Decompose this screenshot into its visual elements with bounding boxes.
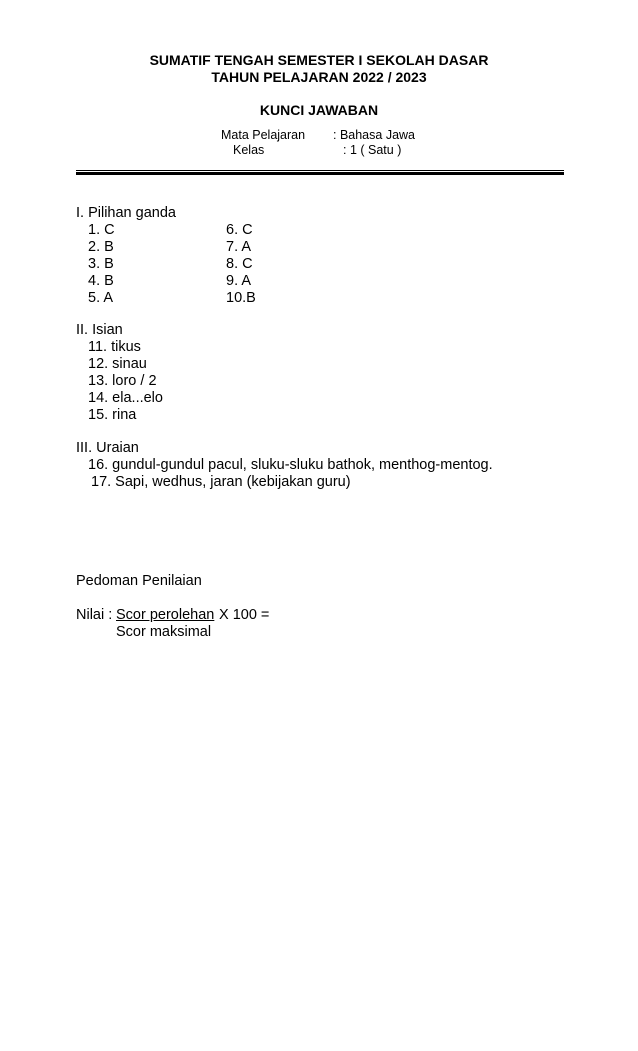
answer-item: 4. B <box>88 273 114 289</box>
score-multiplier: X 100 = <box>219 607 270 623</box>
subject-label: Mata Pelajaran <box>221 128 306 142</box>
answer-item: 1. C <box>88 222 115 238</box>
answer-item: 9. A <box>226 273 251 289</box>
score-label: Nilai : <box>76 607 113 623</box>
answer-item: 15. rina <box>88 407 137 423</box>
answer-item: 13. loro / 2 <box>88 373 157 389</box>
score-numerator: Scor perolehan <box>116 607 215 623</box>
answer-item: 6. C <box>226 222 253 238</box>
section2-title: II. Isian <box>76 322 123 338</box>
answer-item: 14. ela...elo <box>88 390 163 406</box>
answer-item: 12. sinau <box>88 356 147 372</box>
doc-title-line3: KUNCI JAWABAN <box>259 102 379 118</box>
section3-title: III. Uraian <box>76 440 139 456</box>
answer-item: 2. B <box>88 239 114 255</box>
answer-item: 7. A <box>226 239 251 255</box>
class-value: : 1 ( Satu ) <box>343 143 402 157</box>
header-divider <box>76 170 564 175</box>
scoring-title: Pedoman Penilaian <box>76 573 202 589</box>
doc-title-line2: TAHUN PELAJARAN 2022 / 2023 <box>211 69 427 85</box>
answer-item: 11. tikus <box>88 339 141 355</box>
answer-item: 8. C <box>226 256 253 272</box>
section1-title: I. Pilihan ganda <box>76 205 176 221</box>
answer-item: 3. B <box>88 256 114 272</box>
class-label: Kelas <box>233 143 265 157</box>
answer-item: 10.B <box>226 290 256 306</box>
subject-value: : Bahasa Jawa <box>333 128 415 142</box>
answer-item: 17. Sapi, wedhus, jaran (kebijakan guru) <box>91 474 351 490</box>
answer-item: 5. A <box>88 290 113 306</box>
answer-item: 16. gundul-gundul pacul, sluku-sluku bathok, menthog-mentog. <box>88 457 493 473</box>
score-denominator: Scor maksimal <box>116 624 212 640</box>
doc-title-line1: SUMATIF TENGAH SEMESTER I SEKOLAH DASAR <box>149 52 489 68</box>
